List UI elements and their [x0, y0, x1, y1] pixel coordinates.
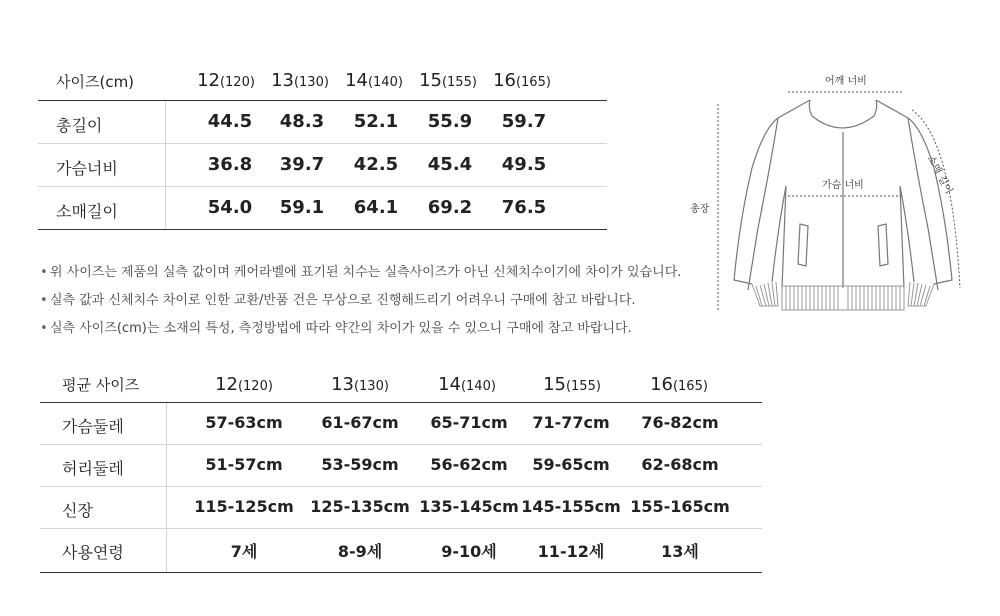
table-cell: 53-59cm	[321, 455, 399, 474]
table-cell: 54.0	[207, 197, 253, 218]
row-label: 총길이	[56, 116, 103, 135]
table-cell: 76-82cm	[641, 413, 719, 432]
table-cell: 36.8	[207, 154, 253, 175]
shoulder-width-label: 어깨 너비	[825, 76, 867, 87]
table-cell: 7세	[230, 542, 258, 561]
table-cell: 61-67cm	[321, 413, 399, 432]
table-cell: 42.5	[353, 154, 399, 175]
table-cell: 115-125cm	[194, 497, 294, 516]
table-cell: 56-62cm	[430, 455, 508, 474]
size-column-16: 16(165)	[493, 70, 551, 91]
table-cell: 45.4	[427, 154, 473, 175]
jacket-measurement-diagram	[690, 68, 990, 318]
table-row	[38, 187, 607, 230]
size-column-16: 16(165)	[650, 374, 708, 395]
table-row	[38, 101, 607, 144]
table-cell: 71-77cm	[532, 413, 610, 432]
size-column-12: 12(120)	[197, 70, 255, 91]
table-row	[40, 445, 762, 487]
table-cell: 8-9세	[337, 542, 383, 561]
row-label: 사용연령	[62, 543, 124, 562]
table-cell: 62-68cm	[641, 455, 719, 474]
table-cell: 76.5	[501, 197, 547, 218]
table-row	[40, 529, 762, 573]
average-table-header-label: 평균 사이즈	[62, 376, 140, 394]
row-label: 허리둘레	[62, 459, 124, 478]
table-cell: 39.7	[279, 154, 325, 175]
size-column-15: 15(155)	[543, 374, 601, 395]
average-size-table	[40, 368, 762, 573]
table-cell: 125-135cm	[310, 497, 410, 516]
row-label: 소매길이	[56, 202, 118, 221]
chest-width-label: 가슴 너비	[822, 180, 864, 191]
table-cell: 64.1	[353, 197, 399, 218]
average-table-header	[40, 368, 762, 403]
size-column-13: 13(130)	[271, 70, 329, 91]
size-column-12: 12(120)	[215, 374, 273, 395]
note-item: • 위 사이즈는 제품의 실측 값이며 케어라벨에 표기된 치수는 실측사이즈가 아닌 신체치수이기에 차이가 있습니다.	[40, 265, 682, 280]
sleeve-length-label: 소매 길이	[924, 153, 955, 196]
table-cell: 44.5	[207, 111, 253, 132]
size-column-14: 14(140)	[345, 70, 403, 91]
bullet-icon: •	[40, 265, 48, 280]
size-table-header	[38, 62, 607, 101]
bullet-icon: •	[40, 293, 48, 308]
table-cell: 48.3	[279, 111, 325, 132]
row-label: 가슴너비	[56, 159, 118, 178]
size-column-14: 14(140)	[438, 374, 496, 395]
size-column-15: 15(155)	[419, 70, 477, 91]
note-item: • 실측 값과 신체치수 차이로 인한 교환/반품 건은 무상으로 진행해드리기 어려우니 구매에 참고 바랍니다.	[40, 293, 636, 308]
bullet-icon: •	[40, 321, 48, 336]
table-row	[38, 144, 607, 187]
table-cell: 57-63cm	[205, 413, 283, 432]
table-row	[40, 487, 762, 529]
note-item: • 실측 사이즈(cm)는 소재의 특성, 측정방법에 따라 약간의 차이가 있을 수 있으니 구매에 참고 바랍니다.	[40, 321, 632, 336]
table-cell: 11-12세	[537, 542, 605, 561]
row-label: 신장	[62, 501, 93, 520]
row-label: 가슴둘레	[62, 417, 124, 436]
table-cell: 13세	[661, 542, 699, 561]
size-table-header-label: 사이즈(cm)	[56, 73, 135, 91]
table-cell: 145-155cm	[521, 497, 621, 516]
table-cell: 52.1	[353, 111, 399, 132]
size-table	[38, 62, 607, 230]
table-cell: 69.2	[427, 197, 473, 218]
size-column-13: 13(130)	[331, 374, 389, 395]
table-cell: 49.5	[501, 154, 547, 175]
table-cell: 51-57cm	[205, 455, 283, 474]
table-cell: 59.1	[279, 197, 325, 218]
table-cell: 65-71cm	[430, 413, 508, 432]
table-cell: 9-10세	[441, 542, 497, 561]
table-row	[40, 403, 762, 445]
table-cell: 155-165cm	[630, 497, 730, 516]
table-cell: 55.9	[427, 111, 473, 132]
size-notes	[40, 264, 690, 348]
table-cell: 135-145cm	[419, 497, 519, 516]
total-length-label: 총장	[690, 204, 710, 215]
table-cell: 59-65cm	[532, 455, 610, 474]
table-cell: 59.7	[501, 111, 547, 132]
